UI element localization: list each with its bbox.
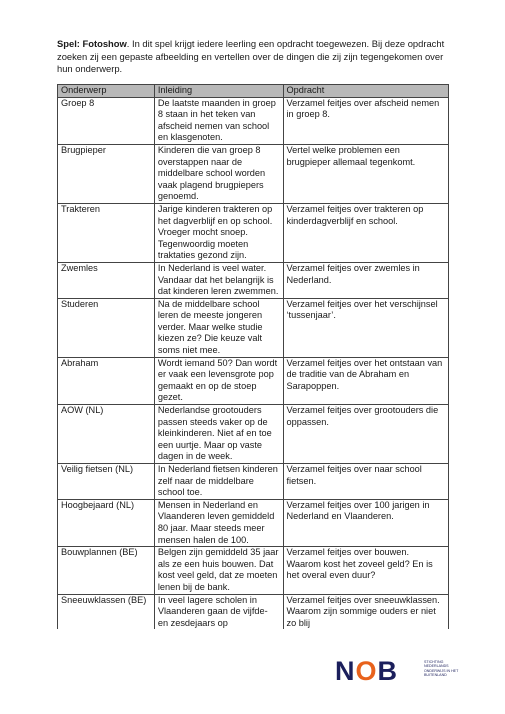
header-inleiding: Inleiding (154, 85, 283, 98)
logo-wordmark (335, 656, 398, 687)
cell-onderwerp: Studeren (58, 298, 155, 357)
table-row (58, 405, 449, 464)
cell-inleiding: In veel lagere scholen in Vlaanderen gaan de vijfde- en zesdejaars op (154, 594, 283, 629)
cell-inleiding: Kinderen die van groep 8 overstappen naar de middelbare school worden vaak plagend brugpiepers genoemd. (154, 144, 283, 203)
cell-inleiding: In Nederland fietsen kinderen zelf naar de middelbare school toe. (154, 464, 283, 500)
logo-letter-n: N (335, 656, 356, 686)
cell-opdracht: Verzamel feitjes over bouwen. Waarom kost het zoveel geld? En is het overal even duur? (283, 547, 449, 594)
cell-onderwerp: Trakteren (58, 203, 155, 262)
cell-opdracht: Verzamel feitjes over sneeuwklassen. Waarom zijn sommige ouders er niet zo blij (283, 594, 449, 629)
table-row (58, 547, 449, 594)
cell-opdracht: Verzamel feitjes over het ontstaan van de traditie van de Abraham en Sarapoppen. (283, 357, 449, 404)
cell-onderwerp: Groep 8 (58, 97, 155, 144)
cell-inleiding: De laatste maanden in groep 8 staan in het teken van afscheid nemen van school en klasgenoten. (154, 97, 283, 144)
cell-inleiding: Belgen zijn gemiddeld 35 jaar als ze een huis bouwen. Dat kost veel geld, dat ze moeten lenen bij de bank. (154, 547, 283, 594)
cell-inleiding: Na de middelbare school leren de meeste jongeren verder. Maar welke studie kiezen ze? Die keuze valt soms niet mee. (154, 298, 283, 357)
table-row (58, 357, 449, 404)
cell-onderwerp: Zwemles (58, 262, 155, 298)
table-header-row (58, 85, 449, 98)
table-row (58, 97, 449, 144)
cell-inleiding: Jarige kinderen trakteren op het dagverblijf en op school. Vroeger mocht snoep. Tegenwoordig moeten traktaties gezond zijn. (154, 203, 283, 262)
cell-onderwerp: Hoogbejaard (NL) (58, 499, 155, 546)
cell-onderwerp: AOW (NL) (58, 405, 155, 464)
cell-onderwerp: Veilig fietsen (NL) (58, 464, 155, 500)
cell-opdracht: Verzamel feitjes over afscheid nemen in groep 8. (283, 97, 449, 144)
game-title: Spel: Fotoshow (57, 38, 127, 49)
logo-letter-o: O (355, 656, 378, 686)
intro-text: . In dit spel krijgt iedere leerling een opdracht toegewezen. Bij deze opdracht zoeken zij een gepaste afbeelding en vertellen over de dingen die zij zijn tegengekomen over hun onderwerp. (57, 38, 445, 75)
table-row (58, 594, 449, 629)
header-onderwerp: Onderwerp (58, 85, 155, 98)
cell-opdracht: Verzamel feitjes over 100 jarigen in Nederland en Vlaanderen. (283, 499, 449, 546)
cell-opdracht: Verzamel feitjes over het verschijnsel ‘tussenjaar’. (283, 298, 449, 357)
cell-onderwerp: Bouwplannen (BE) (58, 547, 155, 594)
cell-inleiding: Wordt iemand 50? Dan wordt er vaak een levensgrote pop gemaakt en op de stoep gezet. (154, 357, 283, 404)
cell-opdracht: Verzamel feitjes over grootouders die oppassen. (283, 405, 449, 464)
cell-onderwerp: Abraham (58, 357, 155, 404)
cell-opdracht: Vertel welke problemen een brugpieper allemaal tegenkomt. (283, 144, 449, 203)
cell-opdracht: Verzamel feitjes over trakteren op kinderdagverblijf en school. (283, 203, 449, 262)
logo-tagline: STICHTING NEDERLANDS ONDERWIJS IN HET BUITENLAND (424, 660, 459, 678)
table-row (58, 298, 449, 357)
logo-letter-b: B (377, 656, 399, 686)
cell-opdracht: Verzamel feitjes over naar school fietsen. (283, 464, 449, 500)
cell-onderwerp: Brugpieper (58, 144, 155, 203)
nob-logo (335, 654, 465, 688)
cell-opdracht: Verzamel feitjes over zwemles in Nederland. (283, 262, 449, 298)
table-row (58, 144, 449, 203)
table-row (58, 203, 449, 262)
header-opdracht: Opdracht (283, 85, 449, 98)
table-row (58, 464, 449, 500)
intro-paragraph (57, 38, 449, 76)
assignment-table (57, 84, 449, 629)
cell-inleiding: Nederlandse grootouders passen steeds vaker op de kleinkinderen. Niet af en toe een uurtje. Maar op vaste dagen in de week. (154, 405, 283, 464)
cell-inleiding: In Nederland is veel water. Vandaar dat het belangrijk is dat kinderen leren zwemmen. (154, 262, 283, 298)
table-row (58, 499, 449, 546)
cell-onderwerp: Sneeuwklassen (BE) (58, 594, 155, 629)
cell-inleiding: Mensen in Nederland en Vlaanderen leven gemiddeld 80 jaar. Maar steeds meer mensen halen de 100. (154, 499, 283, 546)
table-row (58, 262, 449, 298)
